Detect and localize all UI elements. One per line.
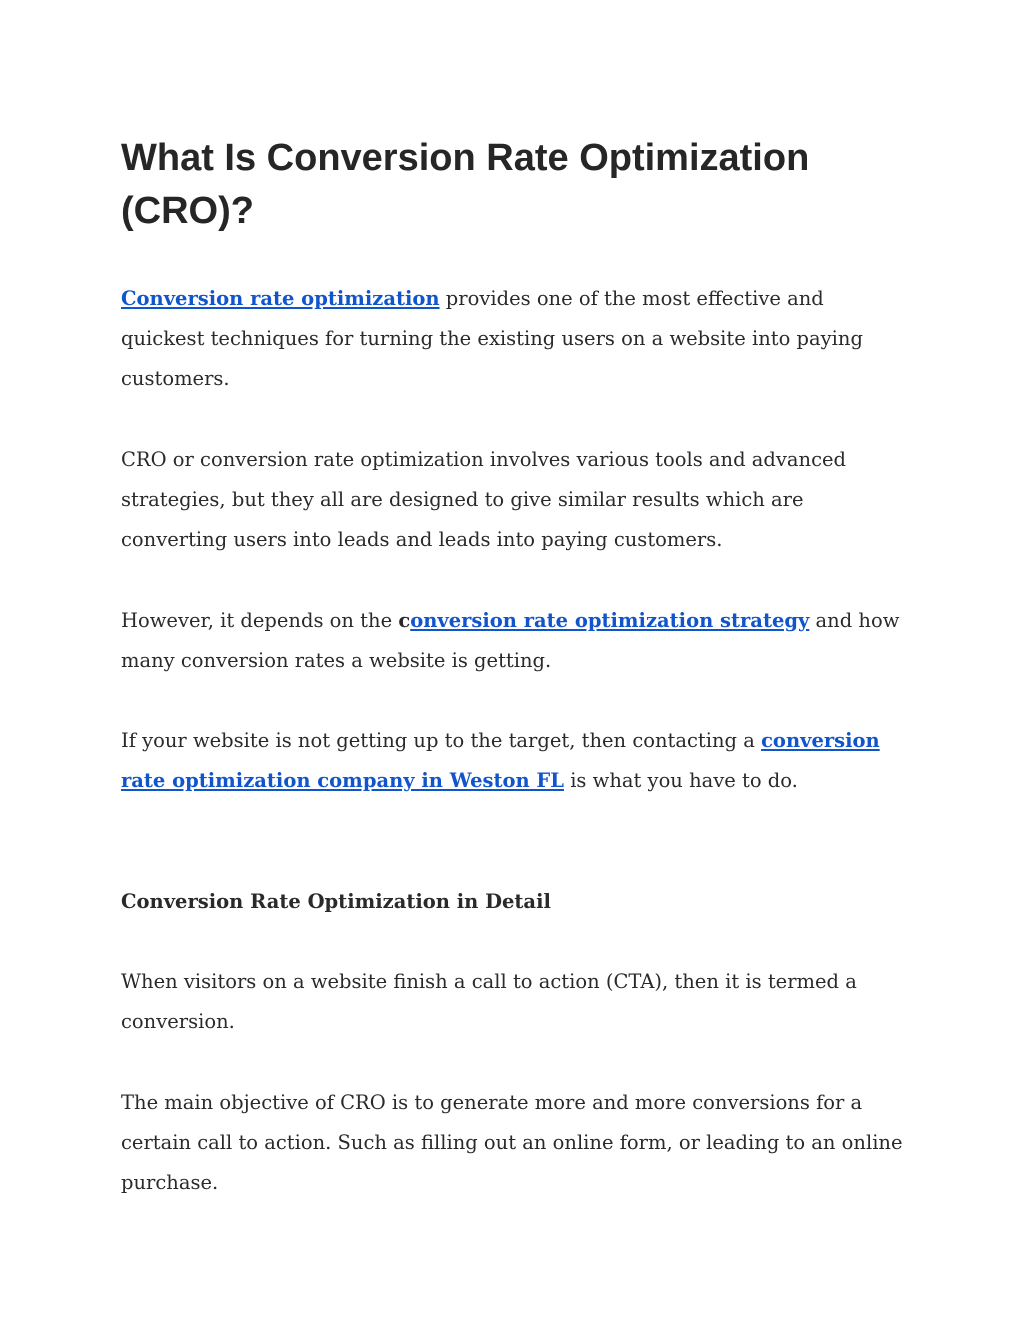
- paragraph-intro-text: provides one of the most effective and quickest techniques for turning the existing users on a website into paying customers.: [121, 287, 863, 391]
- conversion-strategy-link[interactable]: onversion rate optimization strategy: [410, 609, 810, 632]
- paragraph-cta-definition: When visitors on a website finish a call to action (CTA), then it is termed a conversion.: [121, 970, 857, 1034]
- paragraph-cro-tools: CRO or conversion rate optimization involves various tools and advanced strategies, but they all are designed to give similar results which are converting users into leads and leads into paying customers.: [121, 448, 847, 552]
- cro-company-weston-link[interactable]: conversion rate optimization company in Weston FL: [121, 729, 880, 793]
- conversion-rate-optimization-link[interactable]: Conversion rate optimization: [121, 287, 440, 310]
- paragraph-company-text-before: If your website is not getting up to the target, then contacting a: [121, 729, 762, 752]
- paragraph-strategy-text-before: However, it depends on the: [121, 609, 399, 632]
- paragraph-strategy-text-after: and how many conversion rates a website is getting.: [121, 609, 900, 673]
- paragraph-strategy-bold-char: c: [398, 609, 411, 632]
- section-subheading: Conversion Rate Optimization in Detail: [121, 890, 551, 913]
- document-page: [121, 132, 911, 1195]
- paragraph-intro: [121, 279, 911, 400]
- paragraph-cro-objective: The main objective of CRO is to generate more and more conversions for a certain call to action. Such as filling out an online form, or leading to an online purchase.: [121, 1091, 903, 1195]
- page-title: What Is Conversion Rate Optimization (CRO)?: [121, 137, 810, 232]
- paragraph-company-text-after: is what you have to do.: [564, 769, 798, 793]
- paragraph-strategy: [121, 601, 911, 681]
- paragraph-company: [121, 721, 911, 801]
